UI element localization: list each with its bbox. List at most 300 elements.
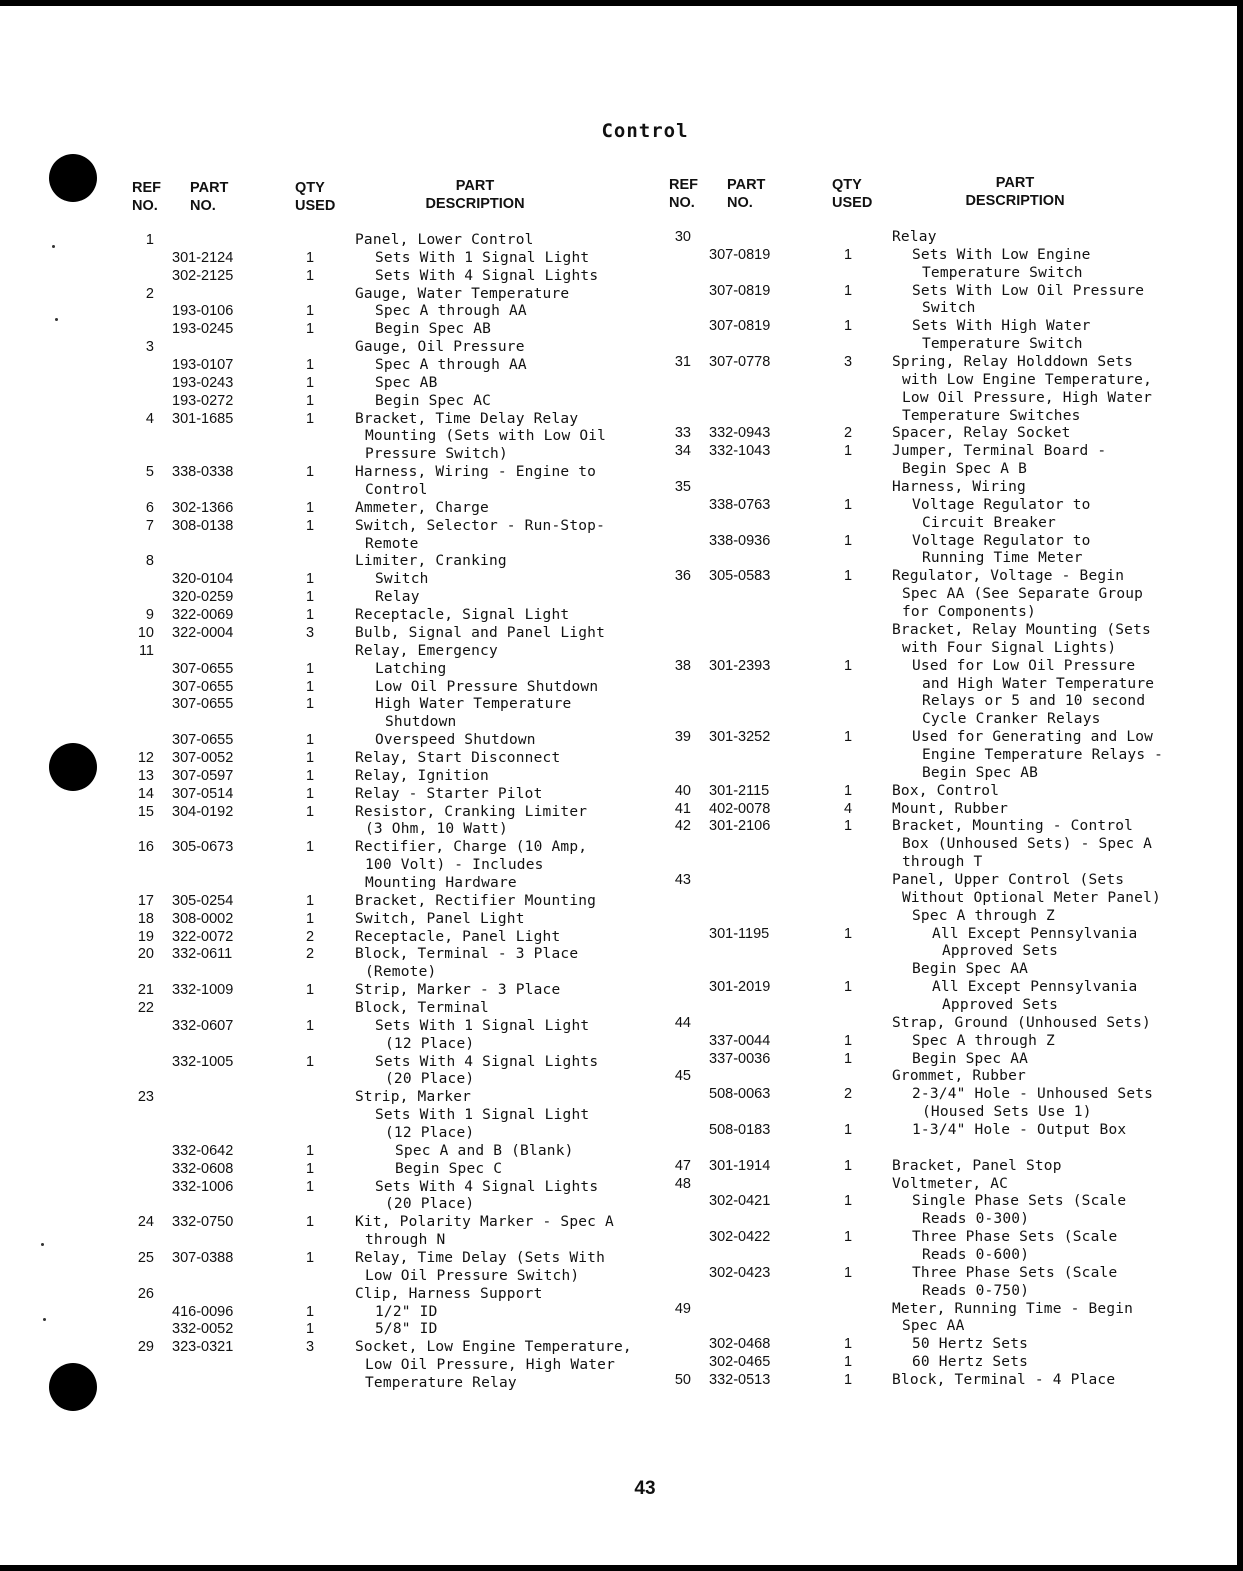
part-no: 307-0819 (709, 282, 771, 299)
part-description: Sets With 1 Signal Light (375, 249, 590, 266)
table-row (0, 747, 1243, 764)
table-row (0, 1247, 1243, 1264)
table-row (0, 300, 1243, 317)
qty-used: 1 (306, 357, 315, 374)
qty-used: 1 (306, 249, 315, 266)
ref-no: 2 (145, 285, 154, 302)
qty-used: 1 (306, 892, 315, 909)
part-description: 1-3/4" Hole - Output Box (912, 1122, 1127, 1138)
table-row (0, 1176, 1243, 1193)
table-row (0, 818, 1243, 835)
ref-no: 13 (137, 767, 154, 784)
part-no: 305-0254 (172, 892, 234, 909)
part-description: Voltmeter, AC (892, 1175, 1009, 1192)
part-no: 508-0183 (709, 1122, 771, 1138)
header-ref-no: REF NO. (132, 180, 161, 214)
table-row (0, 586, 1243, 603)
ref-no: 22 (137, 999, 154, 1016)
qty-used: 1 (306, 303, 315, 320)
table-row (0, 604, 1243, 621)
part-no: 302-2125 (172, 267, 234, 284)
qty-used: 1 (844, 818, 853, 835)
table-row (0, 336, 1243, 353)
part-no: 301-2124 (172, 249, 234, 266)
part-no: 301-3252 (709, 729, 771, 746)
part-description: with Low Engine Temperature, (902, 371, 1153, 388)
part-description: Harness, Wiring - Engine to (355, 464, 597, 481)
part-description: Relay, Start Disconnect (355, 749, 561, 766)
part-description: Begin Spec AC (375, 392, 492, 409)
ref-no: 49 (674, 1300, 691, 1317)
qty-used: 1 (306, 660, 315, 677)
table-row (0, 1140, 1243, 1157)
qty-used: 3 (306, 1339, 315, 1356)
part-description: Begin Spec AA (912, 1050, 1029, 1067)
ref-no: 21 (137, 982, 154, 999)
ref-no: 33 (674, 425, 691, 442)
ref-no: 29 (137, 1339, 154, 1356)
ref-no: 8 (145, 553, 154, 570)
ref-no: 3 (145, 339, 154, 356)
table-row (0, 1372, 1243, 1389)
part-no: 338-0338 (172, 464, 234, 481)
qty-used: 1 (306, 392, 315, 409)
part-description: Spec A through AA (375, 357, 527, 374)
header-part-no: PART NO. (727, 177, 766, 211)
table-row (0, 390, 1243, 407)
table-row (0, 1229, 1243, 1246)
table-row (0, 676, 1243, 693)
part-no: 307-0388 (172, 1250, 234, 1267)
part-description: Grommet, Rubber (892, 1068, 1026, 1085)
qty-used: 1 (306, 1303, 315, 1320)
ref-no: 19 (137, 928, 154, 945)
part-description: Begin Spec AA (912, 961, 1029, 978)
table-row (0, 961, 1243, 978)
part-no: 307-0655 (172, 696, 234, 713)
part-description: Reads 0-600) (922, 1247, 1030, 1264)
part-description: (Remote) (365, 964, 437, 981)
qty-used: 1 (844, 979, 853, 996)
table-row (0, 997, 1243, 1014)
qty-used: 1 (844, 1032, 853, 1049)
table-row (0, 658, 1243, 675)
part-description: Begin Spec AB (375, 321, 492, 338)
qty-used: 1 (844, 657, 853, 674)
part-description: Engine Temperature Relays - (922, 746, 1164, 763)
ref-no: 20 (137, 946, 154, 963)
qty-used: 1 (844, 1372, 853, 1389)
part-description: Ammeter, Charge (355, 499, 489, 516)
part-description: Resistor, Cranking Limiter (355, 803, 588, 820)
part-description: and High Water Temperature (922, 675, 1155, 692)
part-description: Reads 0-300) (922, 1211, 1030, 1228)
table-row (0, 1033, 1243, 1050)
ref-no: 39 (674, 729, 691, 746)
ref-no: 41 (674, 800, 691, 817)
part-description: (3 Ohm, 10 Watt) (365, 821, 508, 838)
table-row (0, 1086, 1243, 1103)
table-row (0, 354, 1243, 371)
qty-used: 1 (306, 1321, 315, 1338)
table-row (0, 943, 1243, 960)
qty-used: 1 (306, 607, 315, 624)
part-no: 332-1006 (172, 1178, 234, 1195)
part-description: Voltage Regulator to (912, 532, 1091, 549)
part-no: 332-1043 (709, 443, 771, 460)
part-no: 322-0072 (172, 928, 234, 945)
part-description: Spec AA (902, 1318, 965, 1335)
part-description: Low Oil Pressure, High Water (902, 389, 1153, 406)
part-description: High Water Temperature (375, 696, 572, 713)
qty-used: 1 (306, 517, 315, 534)
part-description: Latching (375, 660, 447, 677)
part-description: Bracket, Time Delay Relay (355, 410, 579, 427)
table-row (0, 425, 1243, 442)
table-row (0, 801, 1243, 818)
part-description: Bracket, Relay Mounting (Sets (892, 621, 1151, 638)
qty-used: 1 (306, 982, 315, 999)
part-no: 307-0597 (172, 767, 234, 784)
ref-no: 43 (674, 871, 691, 888)
header-part-no: PART NO. (190, 180, 229, 214)
header-qty-used: QTY USED (832, 177, 873, 211)
part-description: (20 Place) (385, 1196, 475, 1213)
part-no: 322-0069 (172, 607, 234, 624)
part-description: Relay (375, 589, 420, 606)
part-description: Spec A through Z (912, 1032, 1055, 1049)
part-description: Begin Spec C (395, 1160, 503, 1177)
qty-used: 1 (306, 1214, 315, 1231)
part-no: 308-0138 (172, 517, 234, 534)
qty-used: 1 (844, 1157, 853, 1174)
header-qty-used: QTY USED (295, 180, 336, 214)
part-description: Spec AB (375, 374, 438, 391)
ref-no: 35 (674, 479, 691, 496)
part-no: 301-1914 (709, 1157, 771, 1174)
part-description: Spec A and B (Blank) (395, 1142, 574, 1159)
table-row (0, 1158, 1243, 1175)
ref-no: 14 (137, 785, 154, 802)
part-description: Overspeed Shutdown (375, 732, 536, 749)
qty-used: 1 (306, 1178, 315, 1195)
part-description: Temperature Switch (922, 336, 1083, 353)
part-description: Without Optional Meter Panel) (902, 889, 1161, 906)
part-description: Single Phase Sets (Scale (912, 1193, 1127, 1210)
part-no: 332-0642 (172, 1142, 234, 1159)
qty-used: 1 (844, 282, 853, 299)
part-no: 337-0036 (709, 1050, 771, 1067)
part-no: 307-0819 (709, 318, 771, 335)
table-row (0, 1122, 1243, 1139)
table-row (0, 765, 1243, 782)
part-description: Jumper, Terminal Board - (892, 443, 1107, 460)
part-description: Panel, Lower Control (355, 232, 534, 248)
part-no: 301-2393 (709, 657, 771, 674)
part-description: Circuit Breaker (922, 514, 1056, 531)
table-row (0, 622, 1243, 639)
table-row (0, 550, 1243, 567)
part-description: Sets With 4 Signal Lights (375, 1053, 599, 1070)
part-description: All Except Pennsylvania (932, 925, 1138, 942)
ref-no: 17 (137, 892, 154, 909)
part-no: 305-0583 (709, 568, 771, 585)
part-description: Socket, Low Engine Temperature, (355, 1339, 632, 1356)
table-row (0, 1301, 1243, 1318)
part-description: (12 Place) (385, 1035, 475, 1052)
part-description: (12 Place) (385, 1125, 475, 1141)
part-description: (20 Place) (385, 1071, 475, 1088)
qty-used: 1 (844, 443, 853, 460)
part-no: 332-0750 (172, 1214, 234, 1231)
part-description: Three Phase Sets (Scale (912, 1264, 1118, 1281)
part-no: 332-0943 (709, 425, 771, 442)
table-row (0, 1104, 1243, 1121)
qty-used: 1 (306, 464, 315, 481)
part-description: Sets With 4 Signal Lights (375, 267, 599, 284)
part-no: 508-0063 (709, 1086, 771, 1103)
qty-used: 1 (306, 839, 315, 856)
table-row (0, 711, 1243, 728)
part-description: for Components) (902, 604, 1036, 621)
part-no: 332-0611 (172, 946, 233, 963)
part-no: 193-0106 (172, 303, 234, 320)
part-description: Running Time Meter (922, 550, 1083, 567)
part-description: Harness, Wiring (892, 479, 1026, 496)
table-row (0, 1336, 1243, 1353)
table-row (0, 729, 1243, 746)
ref-no: 10 (137, 624, 154, 641)
part-no: 302-0423 (709, 1264, 771, 1281)
qty-used: 1 (306, 1160, 315, 1177)
table-row (0, 1354, 1243, 1371)
page-number: 43 (634, 1478, 656, 1499)
part-description: Relay - Starter Pilot (355, 785, 543, 802)
part-description: 2-3/4" Hole - Unhoused Sets (912, 1086, 1154, 1103)
part-no: 301-2019 (709, 979, 771, 996)
ref-no: 44 (674, 1014, 691, 1031)
part-no: 332-1009 (172, 982, 234, 999)
part-description: Low Oil Pressure Switch) (365, 1267, 580, 1284)
part-description: Mount, Rubber (892, 800, 1009, 817)
punch-hole-top (49, 154, 97, 202)
qty-used: 1 (844, 1264, 853, 1281)
part-description: Bracket, Mounting - Control (892, 818, 1134, 835)
ref-no: 50 (674, 1372, 691, 1389)
part-description: (Housed Sets Use 1) (922, 1104, 1092, 1121)
qty-used: 1 (844, 1122, 853, 1138)
header-ref-no: REF NO. (669, 177, 698, 211)
part-description: Relays or 5 and 10 second (922, 693, 1146, 710)
part-description: 5/8" ID (375, 1321, 438, 1338)
part-description: Cycle Cranker Relays (922, 711, 1101, 728)
qty-used: 1 (306, 785, 315, 802)
qty-used: 1 (306, 910, 315, 927)
table-row (0, 247, 1243, 264)
part-description: Strip, Marker - 3 Place (355, 982, 561, 999)
part-no: 301-2106 (709, 818, 771, 835)
part-description: Relay, Ignition (355, 767, 489, 784)
part-description: Relay, Emergency (355, 642, 498, 659)
part-no: 304-0192 (172, 803, 234, 820)
part-description: Kit, Polarity Marker - Spec A (355, 1214, 614, 1231)
qty-used: 1 (306, 589, 315, 606)
ref-no: 48 (674, 1175, 691, 1192)
part-no: 332-0513 (709, 1372, 771, 1389)
part-description: through T (902, 854, 983, 871)
part-description: Low Oil Pressure, High Water (365, 1357, 616, 1374)
part-description: Shutdown (385, 714, 457, 731)
part-description: Sets With Low Engine (912, 246, 1091, 263)
part-description: All Except Pennsylvania (932, 979, 1138, 996)
table-row (0, 283, 1243, 300)
table-row (0, 229, 1243, 246)
ref-no: 9 (145, 607, 154, 624)
part-no: 307-0655 (172, 678, 234, 695)
part-description: Regulator, Voltage - Begin (892, 568, 1125, 585)
part-description: with Four Signal Lights) (902, 639, 1117, 656)
part-description: Meter, Running Time - Begin (892, 1300, 1134, 1317)
qty-used: 3 (306, 624, 315, 641)
qty-used: 2 (306, 928, 315, 945)
part-description: Spacer, Relay Socket (892, 425, 1071, 442)
qty-used: 1 (844, 496, 853, 513)
table-row (0, 318, 1243, 335)
ref-no: 7 (145, 517, 154, 534)
part-no: 302-0422 (709, 1229, 771, 1246)
ref-no: 16 (137, 839, 154, 856)
part-no: 302-0421 (709, 1193, 771, 1210)
part-no: 323-0321 (172, 1339, 234, 1356)
part-description: Low Oil Pressure Shutdown (375, 678, 599, 695)
table-row (0, 836, 1243, 853)
qty-used: 1 (306, 1250, 315, 1267)
part-no: 332-1005 (172, 1053, 234, 1070)
part-description: Gauge, Oil Pressure (355, 339, 525, 356)
part-no: 302-0468 (709, 1336, 771, 1353)
part-no: 338-0763 (709, 496, 771, 513)
part-description: Approved Sets (942, 943, 1059, 960)
qty-used: 1 (844, 782, 853, 799)
part-description: Reads 0-750) (922, 1282, 1030, 1299)
part-description: Spec A through Z (912, 907, 1055, 924)
qty-used: 1 (844, 1193, 853, 1210)
table-row (0, 1318, 1243, 1335)
qty-used: 1 (306, 321, 315, 338)
qty-used: 1 (306, 696, 315, 713)
qty-used: 1 (844, 246, 853, 263)
scan-border-bottom (0, 1565, 1243, 1571)
part-no: 193-0107 (172, 357, 234, 374)
page-title: Control (601, 120, 689, 142)
ref-no: 6 (145, 499, 154, 516)
part-no: 301-1195 (709, 925, 770, 942)
ref-no: 25 (137, 1250, 154, 1267)
part-description: Sets With High Water (912, 318, 1091, 335)
part-description: Relay (892, 229, 937, 245)
table-row (0, 1193, 1243, 1210)
part-description: Begin Spec AB (922, 764, 1039, 781)
qty-used: 1 (306, 499, 315, 516)
qty-used: 1 (306, 410, 315, 427)
part-no: 416-0096 (172, 1303, 234, 1320)
part-no: 301-2115 (709, 782, 770, 799)
part-no: 320-0104 (172, 571, 234, 588)
part-no: 307-0655 (172, 660, 234, 677)
qty-used: 1 (306, 732, 315, 749)
qty-used: 1 (306, 1017, 315, 1034)
part-description: Used for Generating and Low (912, 729, 1154, 746)
table-row (0, 890, 1243, 907)
part-no: 302-0465 (709, 1354, 771, 1371)
ref-no: 11 (138, 642, 154, 659)
table-row (0, 443, 1243, 460)
qty-used: 1 (306, 374, 315, 391)
qty-used: 1 (306, 1142, 315, 1159)
header-part-description: PART DESCRIPTION (965, 175, 1065, 209)
table-row (0, 640, 1243, 657)
part-description: Spec A through AA (375, 303, 527, 320)
table-row (0, 515, 1243, 532)
ref-no: 42 (674, 818, 691, 835)
table-row (0, 1211, 1243, 1228)
table-row (0, 783, 1243, 800)
part-description: Box, Control (892, 782, 1000, 799)
part-description: 50 Hertz Sets (912, 1336, 1029, 1353)
part-description: Spec AA (See Separate Group (902, 586, 1144, 603)
table-row (0, 1051, 1243, 1068)
qty-used: 1 (306, 803, 315, 820)
ref-no: 23 (137, 1089, 154, 1106)
part-description: Strap, Ground (Unhoused Sets) (892, 1014, 1151, 1031)
qty-used: 1 (306, 267, 315, 284)
qty-used: 1 (844, 568, 853, 585)
part-description: Sets With 4 Signal Lights (375, 1178, 599, 1195)
ref-no: 31 (674, 354, 691, 371)
part-description: Relay, Time Delay (Sets With (355, 1250, 606, 1267)
table-row (0, 479, 1243, 496)
part-description: through N (365, 1232, 446, 1249)
table-row (0, 568, 1243, 585)
part-description: Spring, Relay Holddown Sets (892, 354, 1134, 371)
part-description: Limiter, Cranking (355, 553, 507, 570)
table-row (0, 265, 1243, 282)
part-description: Approved Sets (942, 996, 1059, 1013)
part-description: Bracket, Panel Stop (892, 1157, 1062, 1174)
part-description: Mounting (Sets with Low Oil (365, 428, 607, 445)
part-description: Temperature Switch (922, 264, 1083, 281)
part-description: Switch, Panel Light (355, 910, 525, 927)
qty-used: 1 (306, 1053, 315, 1070)
part-no: 402-0078 (709, 800, 771, 817)
qty-used: 1 (844, 318, 853, 335)
part-description: Block, Terminal (355, 999, 489, 1016)
table-row (0, 926, 1243, 943)
part-description: Panel, Upper Control (Sets (892, 871, 1125, 888)
ref-no: 30 (674, 229, 691, 245)
qty-used: 1 (844, 729, 853, 746)
part-no: 193-0243 (172, 374, 234, 391)
part-no: 307-0655 (172, 732, 234, 749)
scan-border-top (0, 0, 1243, 6)
part-no: 322-0004 (172, 624, 234, 641)
ref-no: 15 (137, 803, 154, 820)
table-row (0, 1068, 1243, 1085)
ref-no: 38 (674, 657, 691, 674)
table-row (0, 1015, 1243, 1032)
part-description: Switch (922, 300, 976, 317)
qty-used: 1 (844, 532, 853, 549)
